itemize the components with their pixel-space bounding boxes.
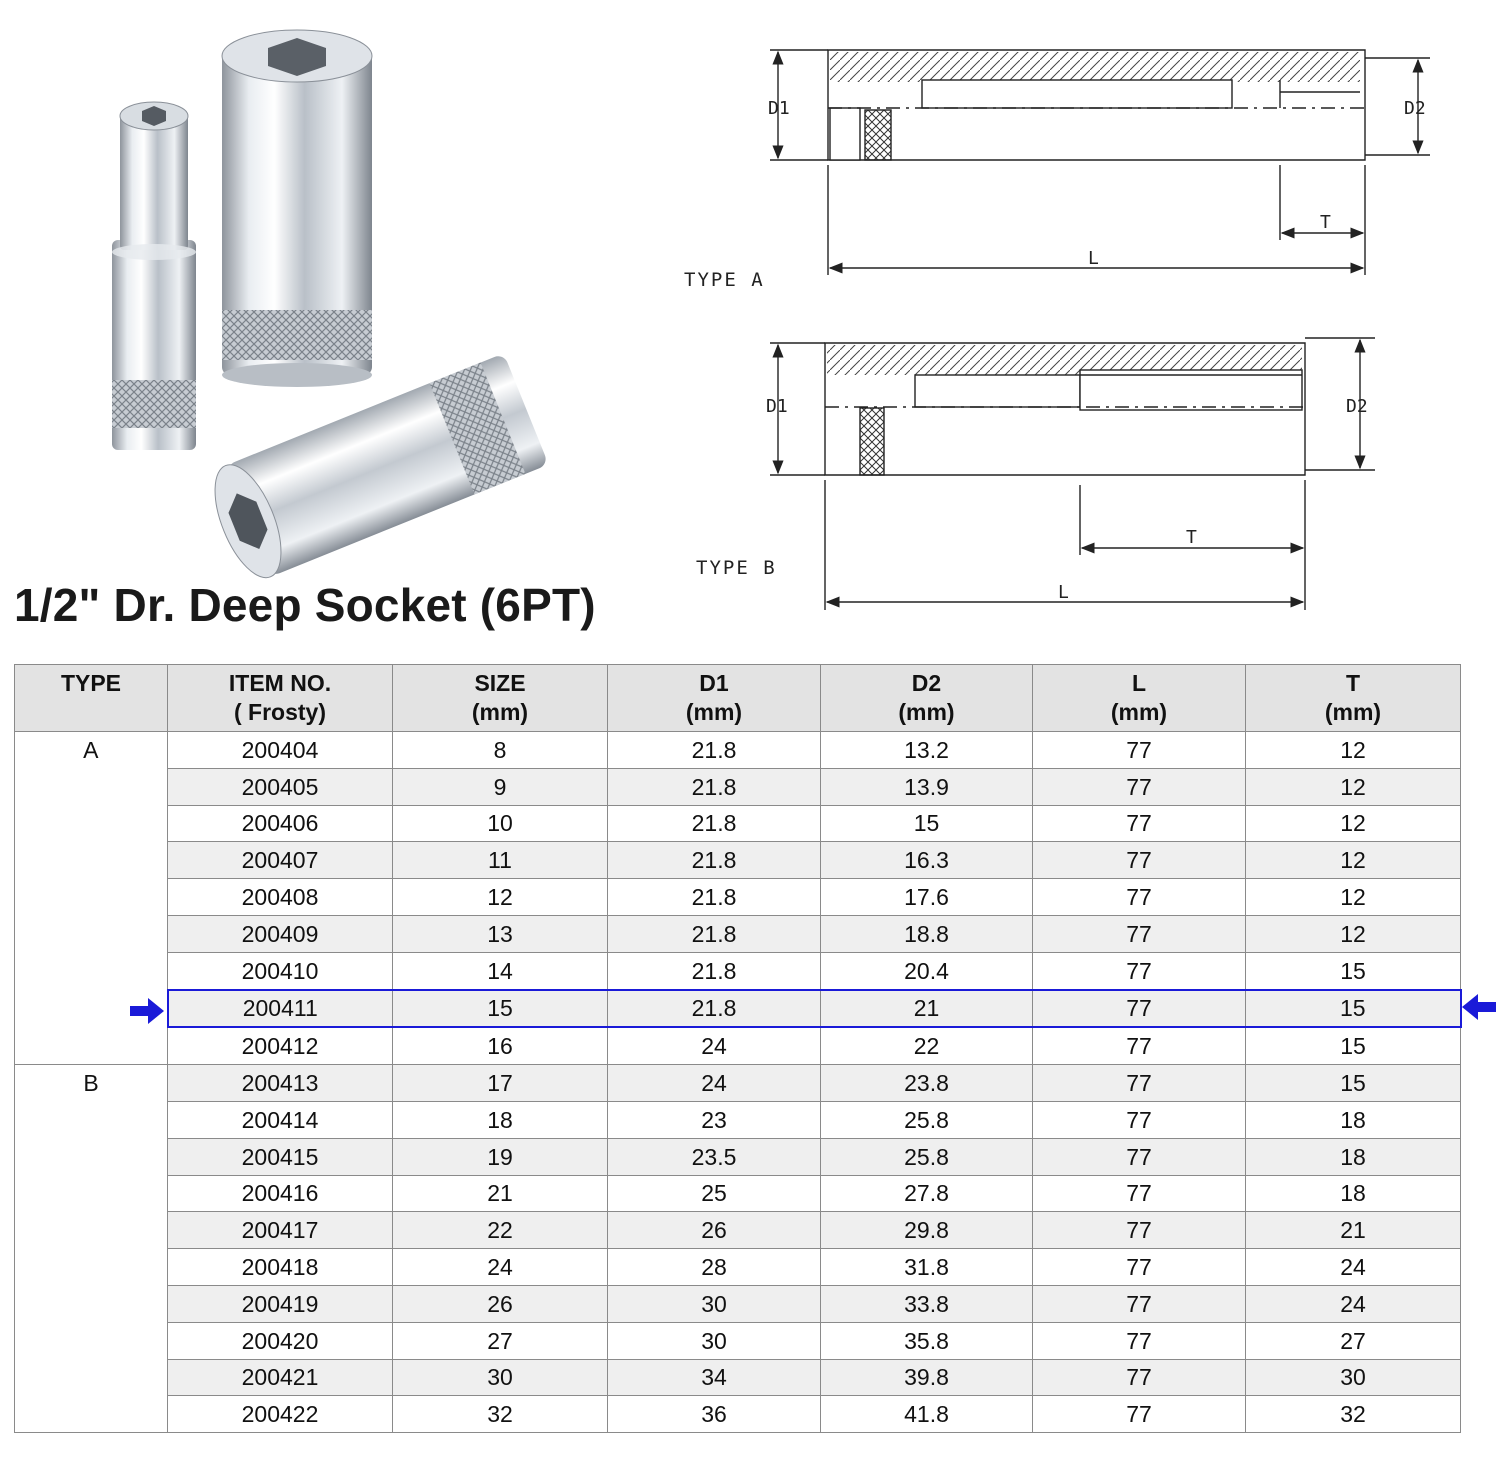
l-cell: 77 <box>1033 842 1246 879</box>
d2-cell: 15 <box>821 805 1033 842</box>
item-no-cell: 200408 <box>168 879 393 916</box>
table-row <box>15 1322 1461 1359</box>
header-d2: D2 (mm) <box>821 665 1033 732</box>
type-b-drawing <box>770 338 1375 610</box>
d1-cell: 21.8 <box>608 732 821 769</box>
item-no-cell: 200414 <box>168 1101 393 1138</box>
l-cell: 77 <box>1033 1396 1246 1433</box>
l-cell: 77 <box>1033 915 1246 952</box>
t-cell: 30 <box>1246 1359 1461 1396</box>
size-cell: 26 <box>393 1285 608 1322</box>
size-cell: 27 <box>393 1322 608 1359</box>
table-row <box>15 1138 1461 1175</box>
t-cell: 15 <box>1246 1027 1461 1064</box>
size-cell: 24 <box>393 1249 608 1286</box>
l-cell: 77 <box>1033 1175 1246 1212</box>
d2-cell: 27.8 <box>821 1175 1033 1212</box>
type-cell: A <box>15 732 168 1065</box>
table-row <box>15 805 1461 842</box>
d2-cell: 25.8 <box>821 1101 1033 1138</box>
left-arrow-icon <box>1462 994 1496 1020</box>
d1-cell: 30 <box>608 1285 821 1322</box>
d1-cell: 21.8 <box>608 805 821 842</box>
header-size: SIZE (mm) <box>393 665 608 732</box>
item-no-cell: 200417 <box>168 1212 393 1249</box>
tall-socket <box>222 30 372 387</box>
item-no-cell: 200413 <box>168 1065 393 1102</box>
item-no-cell: 200421 <box>168 1359 393 1396</box>
table-row <box>15 1285 1461 1322</box>
l-cell: 77 <box>1033 768 1246 805</box>
table-row <box>15 915 1461 952</box>
type-a-drawing <box>770 50 1430 275</box>
t-cell: 15 <box>1246 990 1461 1028</box>
d2-cell: 23.8 <box>821 1065 1033 1102</box>
size-cell: 32 <box>393 1396 608 1433</box>
header-type: TYPE <box>15 665 168 732</box>
type-cell: B <box>15 1065 168 1433</box>
size-cell: 11 <box>393 842 608 879</box>
l-cell: 77 <box>1033 1212 1246 1249</box>
size-cell: 22 <box>393 1212 608 1249</box>
table-row <box>15 990 1461 1028</box>
header-d1: D1 (mm) <box>608 665 821 732</box>
type-a-d1-label: D1 <box>768 98 790 119</box>
table-row <box>15 1249 1461 1286</box>
d1-cell: 21.8 <box>608 768 821 805</box>
item-no-cell: 200415 <box>168 1138 393 1175</box>
d1-cell: 23 <box>608 1101 821 1138</box>
l-cell: 77 <box>1033 805 1246 842</box>
l-cell: 77 <box>1033 879 1246 916</box>
d1-cell: 24 <box>608 1027 821 1064</box>
t-cell: 12 <box>1246 915 1461 952</box>
table-row <box>15 1065 1461 1102</box>
d2-cell: 13.9 <box>821 768 1033 805</box>
l-cell: 77 <box>1033 990 1246 1028</box>
item-no-cell: 200422 <box>168 1396 393 1433</box>
table-row <box>15 879 1461 916</box>
item-no-cell: 200419 <box>168 1285 393 1322</box>
table-row <box>15 768 1461 805</box>
d1-cell: 34 <box>608 1359 821 1396</box>
type-b-t-label: T <box>1186 527 1197 548</box>
t-cell: 27 <box>1246 1322 1461 1359</box>
d1-cell: 21.8 <box>608 879 821 916</box>
type-b-caption: TYPE B <box>696 557 777 579</box>
d1-cell: 21.8 <box>608 952 821 989</box>
header-t: T (mm) <box>1246 665 1461 732</box>
size-cell: 18 <box>393 1101 608 1138</box>
d2-cell: 31.8 <box>821 1249 1033 1286</box>
t-cell: 24 <box>1246 1249 1461 1286</box>
d2-cell: 33.8 <box>821 1285 1033 1322</box>
l-cell: 77 <box>1033 1359 1246 1396</box>
d1-cell: 30 <box>608 1322 821 1359</box>
item-no-cell: 200404 <box>168 732 393 769</box>
item-no-cell: 200406 <box>168 805 393 842</box>
d2-cell: 13.2 <box>821 732 1033 769</box>
d2-cell: 21 <box>821 990 1033 1028</box>
header-l: L (mm) <box>1033 665 1246 732</box>
table-row <box>15 952 1461 989</box>
size-cell: 19 <box>393 1138 608 1175</box>
size-cell: 21 <box>393 1175 608 1212</box>
table-row <box>15 1027 1461 1064</box>
type-a-l-label: L <box>1088 248 1099 269</box>
l-cell: 77 <box>1033 1101 1246 1138</box>
lying-socket <box>201 353 548 580</box>
table-header-row <box>15 665 1461 732</box>
header-item-no: ITEM NO. ( Frosty) <box>168 665 393 732</box>
t-cell: 32 <box>1246 1396 1461 1433</box>
l-cell: 77 <box>1033 1138 1246 1175</box>
d2-cell: 18.8 <box>821 915 1033 952</box>
item-no-cell: 200420 <box>168 1322 393 1359</box>
size-cell: 14 <box>393 952 608 989</box>
item-no-cell: 200416 <box>168 1175 393 1212</box>
type-b-l-label: L <box>1058 582 1069 603</box>
table-row <box>15 1359 1461 1396</box>
item-no-cell: 200418 <box>168 1249 393 1286</box>
size-cell: 30 <box>393 1359 608 1396</box>
size-cell: 9 <box>393 768 608 805</box>
item-no-cell: 200405 <box>168 768 393 805</box>
d1-cell: 36 <box>608 1396 821 1433</box>
item-no-cell: 200410 <box>168 952 393 989</box>
d2-cell: 16.3 <box>821 842 1033 879</box>
d1-cell: 24 <box>608 1065 821 1102</box>
d1-cell: 21.8 <box>608 990 821 1028</box>
t-cell: 24 <box>1246 1285 1461 1322</box>
d1-cell: 25 <box>608 1175 821 1212</box>
table-row <box>15 1396 1461 1433</box>
d1-cell: 21.8 <box>608 842 821 879</box>
type-a-t-label: T <box>1320 212 1331 233</box>
t-cell: 15 <box>1246 1065 1461 1102</box>
t-cell: 21 <box>1246 1212 1461 1249</box>
small-socket <box>112 102 196 450</box>
l-cell: 77 <box>1033 1285 1246 1322</box>
t-cell: 12 <box>1246 805 1461 842</box>
t-cell: 18 <box>1246 1175 1461 1212</box>
t-cell: 15 <box>1246 952 1461 989</box>
right-arrow-icon <box>130 998 164 1024</box>
t-cell: 12 <box>1246 879 1461 916</box>
d1-cell: 28 <box>608 1249 821 1286</box>
d1-cell: 23.5 <box>608 1138 821 1175</box>
item-no-cell: 200409 <box>168 915 393 952</box>
table-row <box>15 1175 1461 1212</box>
l-cell: 77 <box>1033 1027 1246 1064</box>
type-a-caption: TYPE A <box>684 269 765 291</box>
size-cell: 12 <box>393 879 608 916</box>
size-cell: 15 <box>393 990 608 1028</box>
d2-cell: 17.6 <box>821 879 1033 916</box>
t-cell: 12 <box>1246 842 1461 879</box>
size-cell: 16 <box>393 1027 608 1064</box>
l-cell: 77 <box>1033 952 1246 989</box>
l-cell: 77 <box>1033 1065 1246 1102</box>
d2-cell: 35.8 <box>821 1322 1033 1359</box>
type-b-d2-label: D2 <box>1346 396 1368 417</box>
t-cell: 18 <box>1246 1101 1461 1138</box>
d2-cell: 39.8 <box>821 1359 1033 1396</box>
t-cell: 12 <box>1246 732 1461 769</box>
d1-cell: 21.8 <box>608 915 821 952</box>
d2-cell: 22 <box>821 1027 1033 1064</box>
d2-cell: 41.8 <box>821 1396 1033 1433</box>
type-a-d2-label: D2 <box>1404 98 1426 119</box>
d2-cell: 29.8 <box>821 1212 1033 1249</box>
type-b-d1-label: D1 <box>766 396 788 417</box>
size-cell: 10 <box>393 805 608 842</box>
d2-cell: 20.4 <box>821 952 1033 989</box>
t-cell: 12 <box>1246 768 1461 805</box>
table-row <box>15 732 1461 769</box>
l-cell: 77 <box>1033 1322 1246 1359</box>
table-row <box>15 1212 1461 1249</box>
l-cell: 77 <box>1033 732 1246 769</box>
spec-table <box>14 664 1462 1433</box>
item-no-cell: 200407 <box>168 842 393 879</box>
t-cell: 18 <box>1246 1138 1461 1175</box>
d1-cell: 26 <box>608 1212 821 1249</box>
size-cell: 17 <box>393 1065 608 1102</box>
item-no-cell: 200412 <box>168 1027 393 1064</box>
size-cell: 13 <box>393 915 608 952</box>
d2-cell: 25.8 <box>821 1138 1033 1175</box>
dimension-drawing <box>660 30 1500 630</box>
table-row <box>15 1101 1461 1138</box>
table-row <box>15 842 1461 879</box>
page-title: 1/2" Dr. Deep Socket (6PT) <box>14 579 596 631</box>
size-cell: 8 <box>393 732 608 769</box>
item-no-cell: 200411 <box>168 990 393 1028</box>
product-photo <box>90 20 550 580</box>
l-cell: 77 <box>1033 1249 1246 1286</box>
